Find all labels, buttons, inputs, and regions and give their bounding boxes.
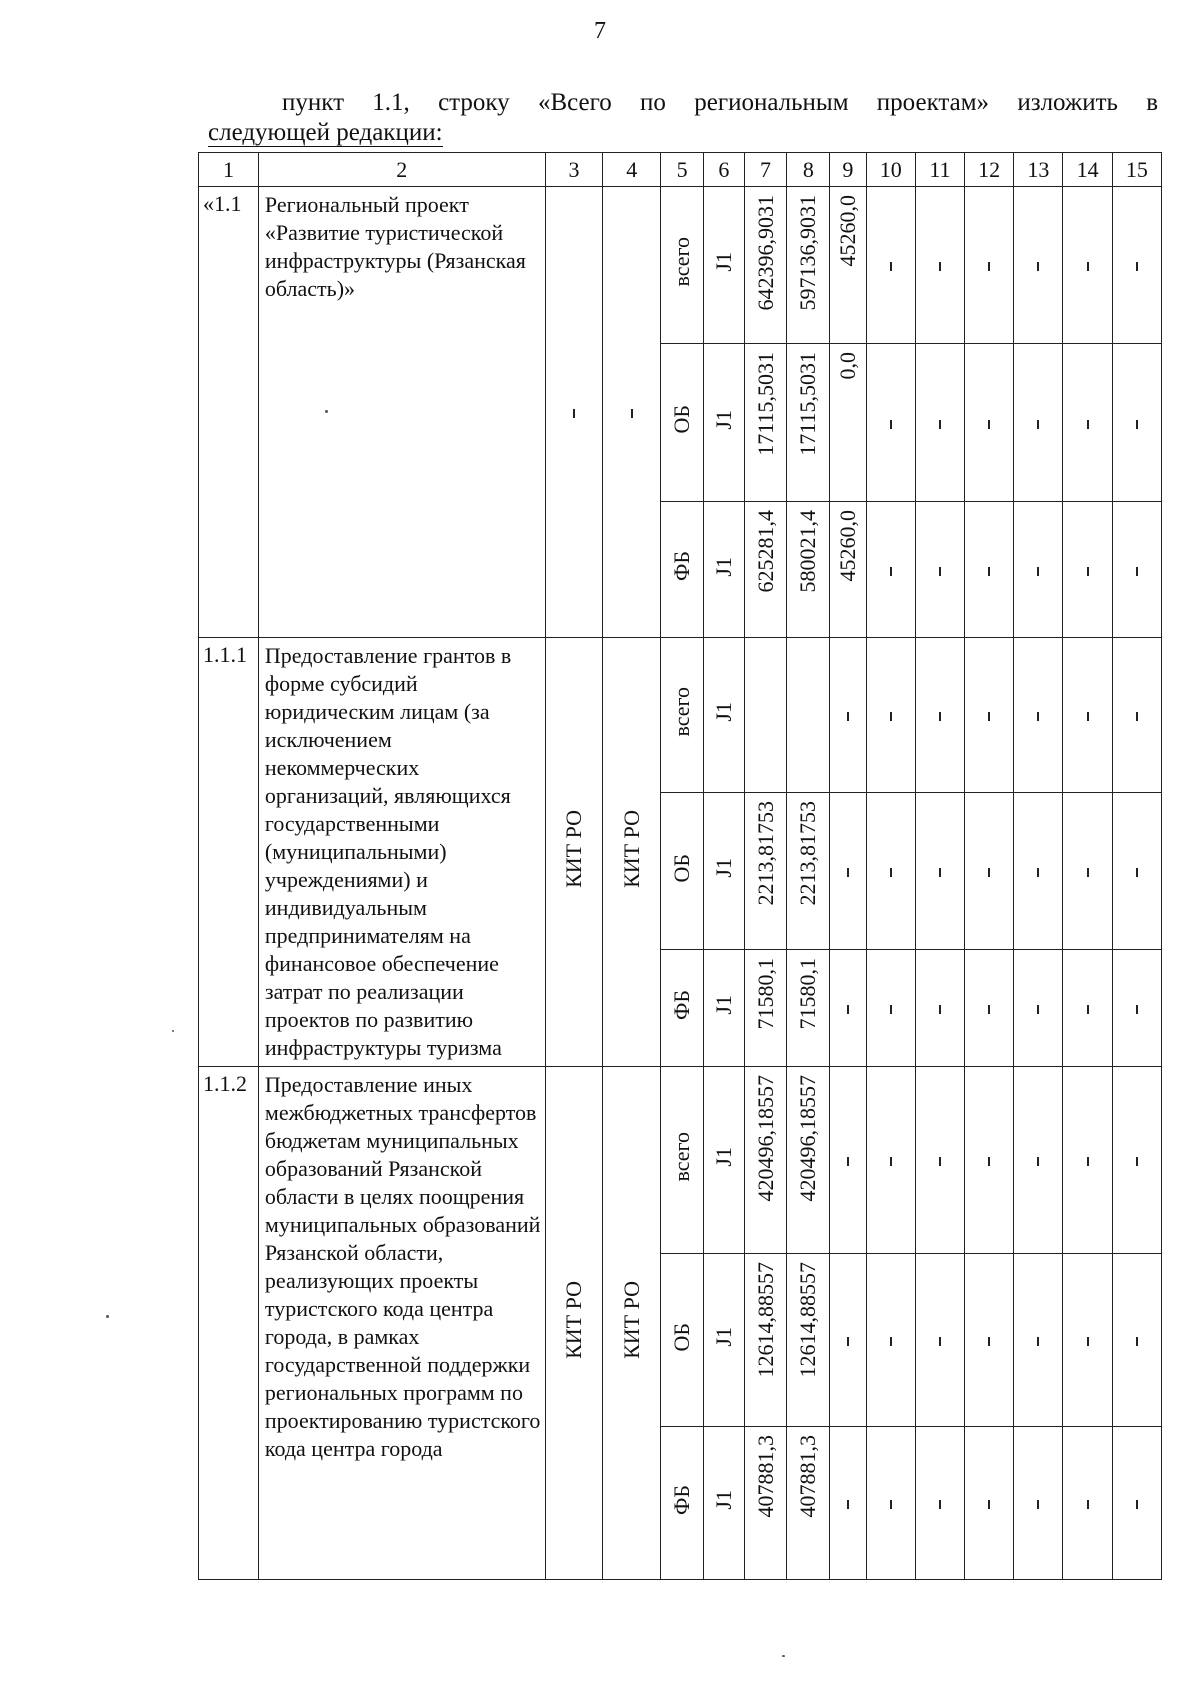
empty-cell: [915, 1067, 964, 1254]
row-number: 1.1.1: [199, 638, 259, 1067]
code-cell: [703, 1254, 744, 1427]
source-label: всего: [669, 687, 695, 737]
empty-cell: [965, 1427, 1014, 1580]
row-number: «1.1: [199, 187, 259, 638]
value-year: 0,0: [834, 352, 860, 380]
empty-cell: [915, 1427, 964, 1580]
empty-cell: [1063, 187, 1112, 344]
code-label: J1: [710, 1490, 736, 1510]
coexecutor-label: КИТ РО: [618, 1281, 644, 1359]
dash-mark: [890, 567, 892, 576]
header-cell: 9: [830, 153, 866, 187]
empty-cell: [1112, 1254, 1161, 1427]
value-total: 642396,9031: [752, 195, 778, 311]
dash-mark: [988, 712, 990, 721]
header-cell: 1: [199, 153, 259, 187]
source-cell: [661, 187, 704, 344]
value-cell: [744, 1254, 787, 1427]
empty-cell: [866, 344, 915, 502]
dash-mark: [939, 1005, 941, 1014]
empty-cell: [1063, 344, 1112, 502]
scan-speck: [106, 1315, 109, 1318]
value-cell: [830, 187, 866, 344]
dash-mark: [939, 567, 941, 576]
empty-cell: [1063, 1254, 1112, 1427]
dash-mark: [1087, 1500, 1089, 1509]
dash-mark: [847, 1157, 849, 1166]
source-label: ФБ: [669, 551, 695, 582]
empty-cell: [830, 793, 866, 950]
empty-cell: [1063, 950, 1112, 1067]
value-cell: [744, 502, 787, 638]
dash-mark: [988, 1005, 990, 1014]
empty-cell: [866, 1067, 915, 1254]
value-cell: [744, 793, 787, 950]
value-year: 420496,18557: [795, 1075, 821, 1202]
empty-cell: [965, 1254, 1014, 1427]
code-cell: [703, 187, 744, 344]
value-cell: [830, 344, 866, 502]
empty-cell: [915, 793, 964, 950]
dash-mark: [1037, 1500, 1039, 1509]
source-label: ФБ: [669, 989, 695, 1020]
empty-cell: [1112, 638, 1161, 793]
value-cell: [787, 950, 830, 1067]
empty-cell: [866, 1427, 915, 1580]
empty-cell: [1112, 1427, 1161, 1580]
row-number: 1.1.2: [199, 1067, 259, 1580]
dash-mark: [988, 567, 990, 576]
empty-cell: [1014, 187, 1063, 344]
code-label: J1: [710, 556, 736, 577]
dash-mark: [1136, 1500, 1138, 1509]
value-year: 2213,81753: [795, 801, 821, 906]
executor-cell: [545, 638, 603, 1067]
dash-mark: [1136, 420, 1138, 429]
empty-cell: [965, 1067, 1014, 1254]
dash-mark: [1087, 262, 1089, 271]
source-cell: [661, 638, 704, 793]
empty-cell: [866, 187, 915, 344]
empty-cell: [866, 502, 915, 638]
empty-cell: [965, 344, 1014, 502]
value-year: 45260,0: [834, 510, 860, 582]
source-cell: [661, 1254, 704, 1427]
header-cell: 6: [703, 153, 744, 187]
coexecutor-label: КИТ РО: [618, 810, 644, 888]
code-cell: [703, 1427, 744, 1580]
empty-cell: [1014, 502, 1063, 638]
dash-mark: [939, 1500, 941, 1509]
header-cell: 10: [866, 153, 915, 187]
header-cell: 11: [915, 153, 964, 187]
value-cell: [787, 793, 830, 950]
value-total: 17115,5031: [752, 352, 778, 456]
dash-mark: [1136, 712, 1138, 721]
empty-cell: [1014, 1067, 1063, 1254]
dash-mark: [890, 262, 892, 271]
executor-cell: [545, 187, 603, 638]
coexecutor-cell: [603, 1067, 661, 1580]
empty-cell: [1014, 950, 1063, 1067]
value-cell: [787, 638, 830, 793]
dash-mark: [890, 1337, 892, 1346]
executor-cell: [545, 1067, 603, 1580]
empty-cell: [915, 502, 964, 638]
value-year: 580021,4: [795, 510, 821, 593]
empty-cell: [830, 950, 866, 1067]
page-number: 7: [594, 18, 606, 44]
empty-cell: [1063, 1427, 1112, 1580]
dash-mark: [988, 1500, 990, 1509]
dash-mark: [1037, 567, 1039, 576]
value-total: 2213,81753: [752, 801, 778, 906]
dash-mark: [1087, 420, 1089, 429]
header-cell: 14: [1063, 153, 1112, 187]
empty-cell: [1112, 793, 1161, 950]
empty-cell: [830, 638, 866, 793]
dash-mark: [988, 1337, 990, 1346]
source-cell: [661, 793, 704, 950]
dash-mark: [1087, 712, 1089, 721]
source-cell: [661, 502, 704, 638]
value-total: 71580,1: [752, 958, 778, 1030]
value-cell: [744, 344, 787, 502]
header-cell: 2: [258, 153, 545, 187]
table-row: [199, 1067, 1162, 1254]
empty-cell: [1112, 344, 1161, 502]
coexecutor-cell: [603, 638, 661, 1067]
dash-mark: [847, 868, 849, 877]
value-year: 597136,9031: [795, 195, 821, 311]
dash-mark: [988, 1157, 990, 1166]
empty-cell: [1112, 1067, 1161, 1254]
dash-mark: [988, 262, 990, 271]
budget-table: [198, 152, 1162, 1580]
empty-cell: [915, 1254, 964, 1427]
dash-mark: [847, 712, 849, 721]
dash-mark: [1037, 1337, 1039, 1346]
value-cell: [787, 502, 830, 638]
header-cell: 7: [744, 153, 787, 187]
scan-speck: [172, 1030, 174, 1032]
value-cell: [787, 1427, 830, 1580]
code-label: J1: [710, 995, 736, 1015]
empty-cell: [830, 1254, 866, 1427]
code-cell: [703, 502, 744, 638]
dash-mark: [847, 1500, 849, 1509]
source-cell: [661, 1067, 704, 1254]
empty-cell: [965, 502, 1014, 638]
code-cell: [703, 344, 744, 502]
source-cell: [661, 1427, 704, 1580]
table-row: [199, 187, 1162, 344]
empty-cell: [866, 1254, 915, 1427]
source-label: ФБ: [669, 1484, 695, 1515]
value-year: 12614,88557: [795, 1262, 821, 1378]
scan-speck: [782, 1655, 785, 1657]
value-cell: [787, 344, 830, 502]
dash-mark: [890, 420, 892, 429]
empty-cell: [1014, 344, 1063, 502]
code-cell: [703, 950, 744, 1067]
value-total: 625281,4: [752, 510, 778, 593]
empty-cell: [1112, 502, 1161, 638]
dash-mark: [939, 868, 941, 877]
code-label: J1: [710, 1327, 736, 1347]
source-label: ОБ: [669, 405, 695, 434]
intro-line-2: следующей редакции:: [208, 119, 443, 146]
dash-mark: [890, 1500, 892, 1509]
dash-mark: [1136, 1337, 1138, 1346]
dash-mark: [1087, 868, 1089, 877]
dash-mark: [939, 1157, 941, 1166]
intro-line-1: пункт 1.1, строку «Всего по региональным проектам» изложить в: [282, 89, 1158, 116]
dash-mark: [988, 868, 990, 877]
empty-cell: [1063, 793, 1112, 950]
dash-mark: [890, 712, 892, 721]
empty-cell: [1014, 1427, 1063, 1580]
code-label: J1: [710, 1147, 736, 1167]
code-label: J1: [710, 702, 736, 722]
dash-mark: [939, 712, 941, 721]
value-cell: [830, 502, 866, 638]
dash-mark: [1037, 712, 1039, 721]
intro-paragraph: [208, 88, 1158, 148]
coexecutor-cell: [603, 187, 661, 638]
code-cell: [703, 793, 744, 950]
value-cell: [744, 638, 787, 793]
dash-mark: [890, 1005, 892, 1014]
empty-cell: [1063, 502, 1112, 638]
empty-cell: [1112, 950, 1161, 1067]
empty-cell: [965, 950, 1014, 1067]
dash-mark: [1037, 262, 1039, 271]
value-year: 45260,0: [834, 195, 860, 267]
empty-cell: [1014, 1254, 1063, 1427]
code-cell: [703, 1067, 744, 1254]
source-cell: [661, 344, 704, 502]
empty-cell: [965, 638, 1014, 793]
header-cell: 8: [787, 153, 830, 187]
dash-mark: [890, 1157, 892, 1166]
row-name: Предоставление грантов в форме субсидий юридическим лицам (за исключением некоммерческих организаций, являющихся государственными (муниципальными) учреждениями) и индивидуальным предпринимателям на финансовое обеспечение затрат по реализации проектов по развитию инфраструктуры туризма: [258, 638, 545, 1067]
empty-cell: [1112, 187, 1161, 344]
empty-cell: [1014, 638, 1063, 793]
empty-cell: [866, 793, 915, 950]
row-name: Предоставление иных межбюджетных трансфертов бюджетам муниципальных образований Рязанской области в целях поощрения муниципальных образований Рязанской области, реализующих проекты туристского кода центра города, в рамках государственной поддержки региональных программ по проектированию туристского кода центра города: [258, 1067, 545, 1580]
executor-label: КИТ РО: [561, 810, 587, 888]
table-row: [199, 638, 1162, 793]
value-cell: [787, 1254, 830, 1427]
dash-mark: [1136, 262, 1138, 271]
empty-cell: [915, 950, 964, 1067]
empty-cell: [1063, 1067, 1112, 1254]
dash-mark: [1136, 868, 1138, 877]
scan-speck: [325, 410, 328, 413]
value-cell: [787, 187, 830, 344]
empty-cell: [866, 950, 915, 1067]
code-label: J1: [710, 409, 736, 430]
source-label: всего: [669, 237, 695, 287]
value-cell: [787, 1067, 830, 1254]
dash-mark: [847, 1337, 849, 1346]
value-cell: [744, 1427, 787, 1580]
empty-cell: [866, 638, 915, 793]
dash-mark: [631, 409, 633, 418]
dash-mark: [988, 420, 990, 429]
value-total: 12614,88557: [752, 1262, 778, 1378]
value-cell: [744, 1067, 787, 1254]
dash-mark: [890, 868, 892, 877]
dash-mark: [1037, 868, 1039, 877]
value-total: 407881,3: [752, 1435, 778, 1518]
empty-cell: [830, 1427, 866, 1580]
value-cell: [744, 950, 787, 1067]
dash-mark: [1087, 1005, 1089, 1014]
empty-cell: [1063, 638, 1112, 793]
dash-mark: [1037, 420, 1039, 429]
header-cell: 5: [661, 153, 704, 187]
source-label: всего: [669, 1132, 695, 1182]
dash-mark: [1087, 567, 1089, 576]
header-cell: 12: [965, 153, 1014, 187]
dash-mark: [1136, 567, 1138, 576]
header-cell: 15: [1112, 153, 1161, 187]
dash-mark: [1136, 1157, 1138, 1166]
executor-label: КИТ РО: [561, 1281, 587, 1359]
dash-mark: [1136, 1005, 1138, 1014]
header-cell: 4: [603, 153, 661, 187]
header-row: [199, 153, 1162, 187]
dash-mark: [939, 1337, 941, 1346]
empty-cell: [915, 344, 964, 502]
empty-cell: [965, 187, 1014, 344]
value-total: 420496,18557: [752, 1075, 778, 1202]
dash-mark: [1037, 1157, 1039, 1166]
code-cell: [703, 638, 744, 793]
header-cell: 13: [1014, 153, 1063, 187]
empty-cell: [830, 1067, 866, 1254]
dash-mark: [573, 409, 575, 418]
empty-cell: [1014, 793, 1063, 950]
code-label: J1: [710, 858, 736, 878]
dash-mark: [939, 262, 941, 271]
dash-mark: [1087, 1157, 1089, 1166]
dash-mark: [1037, 1005, 1039, 1014]
source-label: ОБ: [669, 1322, 695, 1352]
value-year: 71580,1: [795, 958, 821, 1030]
row-name: Региональный проект «Развитие туристической инфраструктуры (Рязанская область)»: [258, 187, 545, 638]
code-label: J1: [710, 252, 736, 272]
empty-cell: [965, 793, 1014, 950]
dash-mark: [939, 420, 941, 429]
source-label: ОБ: [669, 853, 695, 883]
value-cell: [744, 187, 787, 344]
dash-mark: [847, 1005, 849, 1014]
empty-cell: [915, 187, 964, 344]
value-year: 17115,5031: [795, 352, 821, 456]
value-year: 407881,3: [795, 1435, 821, 1518]
empty-cell: [915, 638, 964, 793]
dash-mark: [1087, 1337, 1089, 1346]
header-cell: 3: [545, 153, 603, 187]
source-cell: [661, 950, 704, 1067]
